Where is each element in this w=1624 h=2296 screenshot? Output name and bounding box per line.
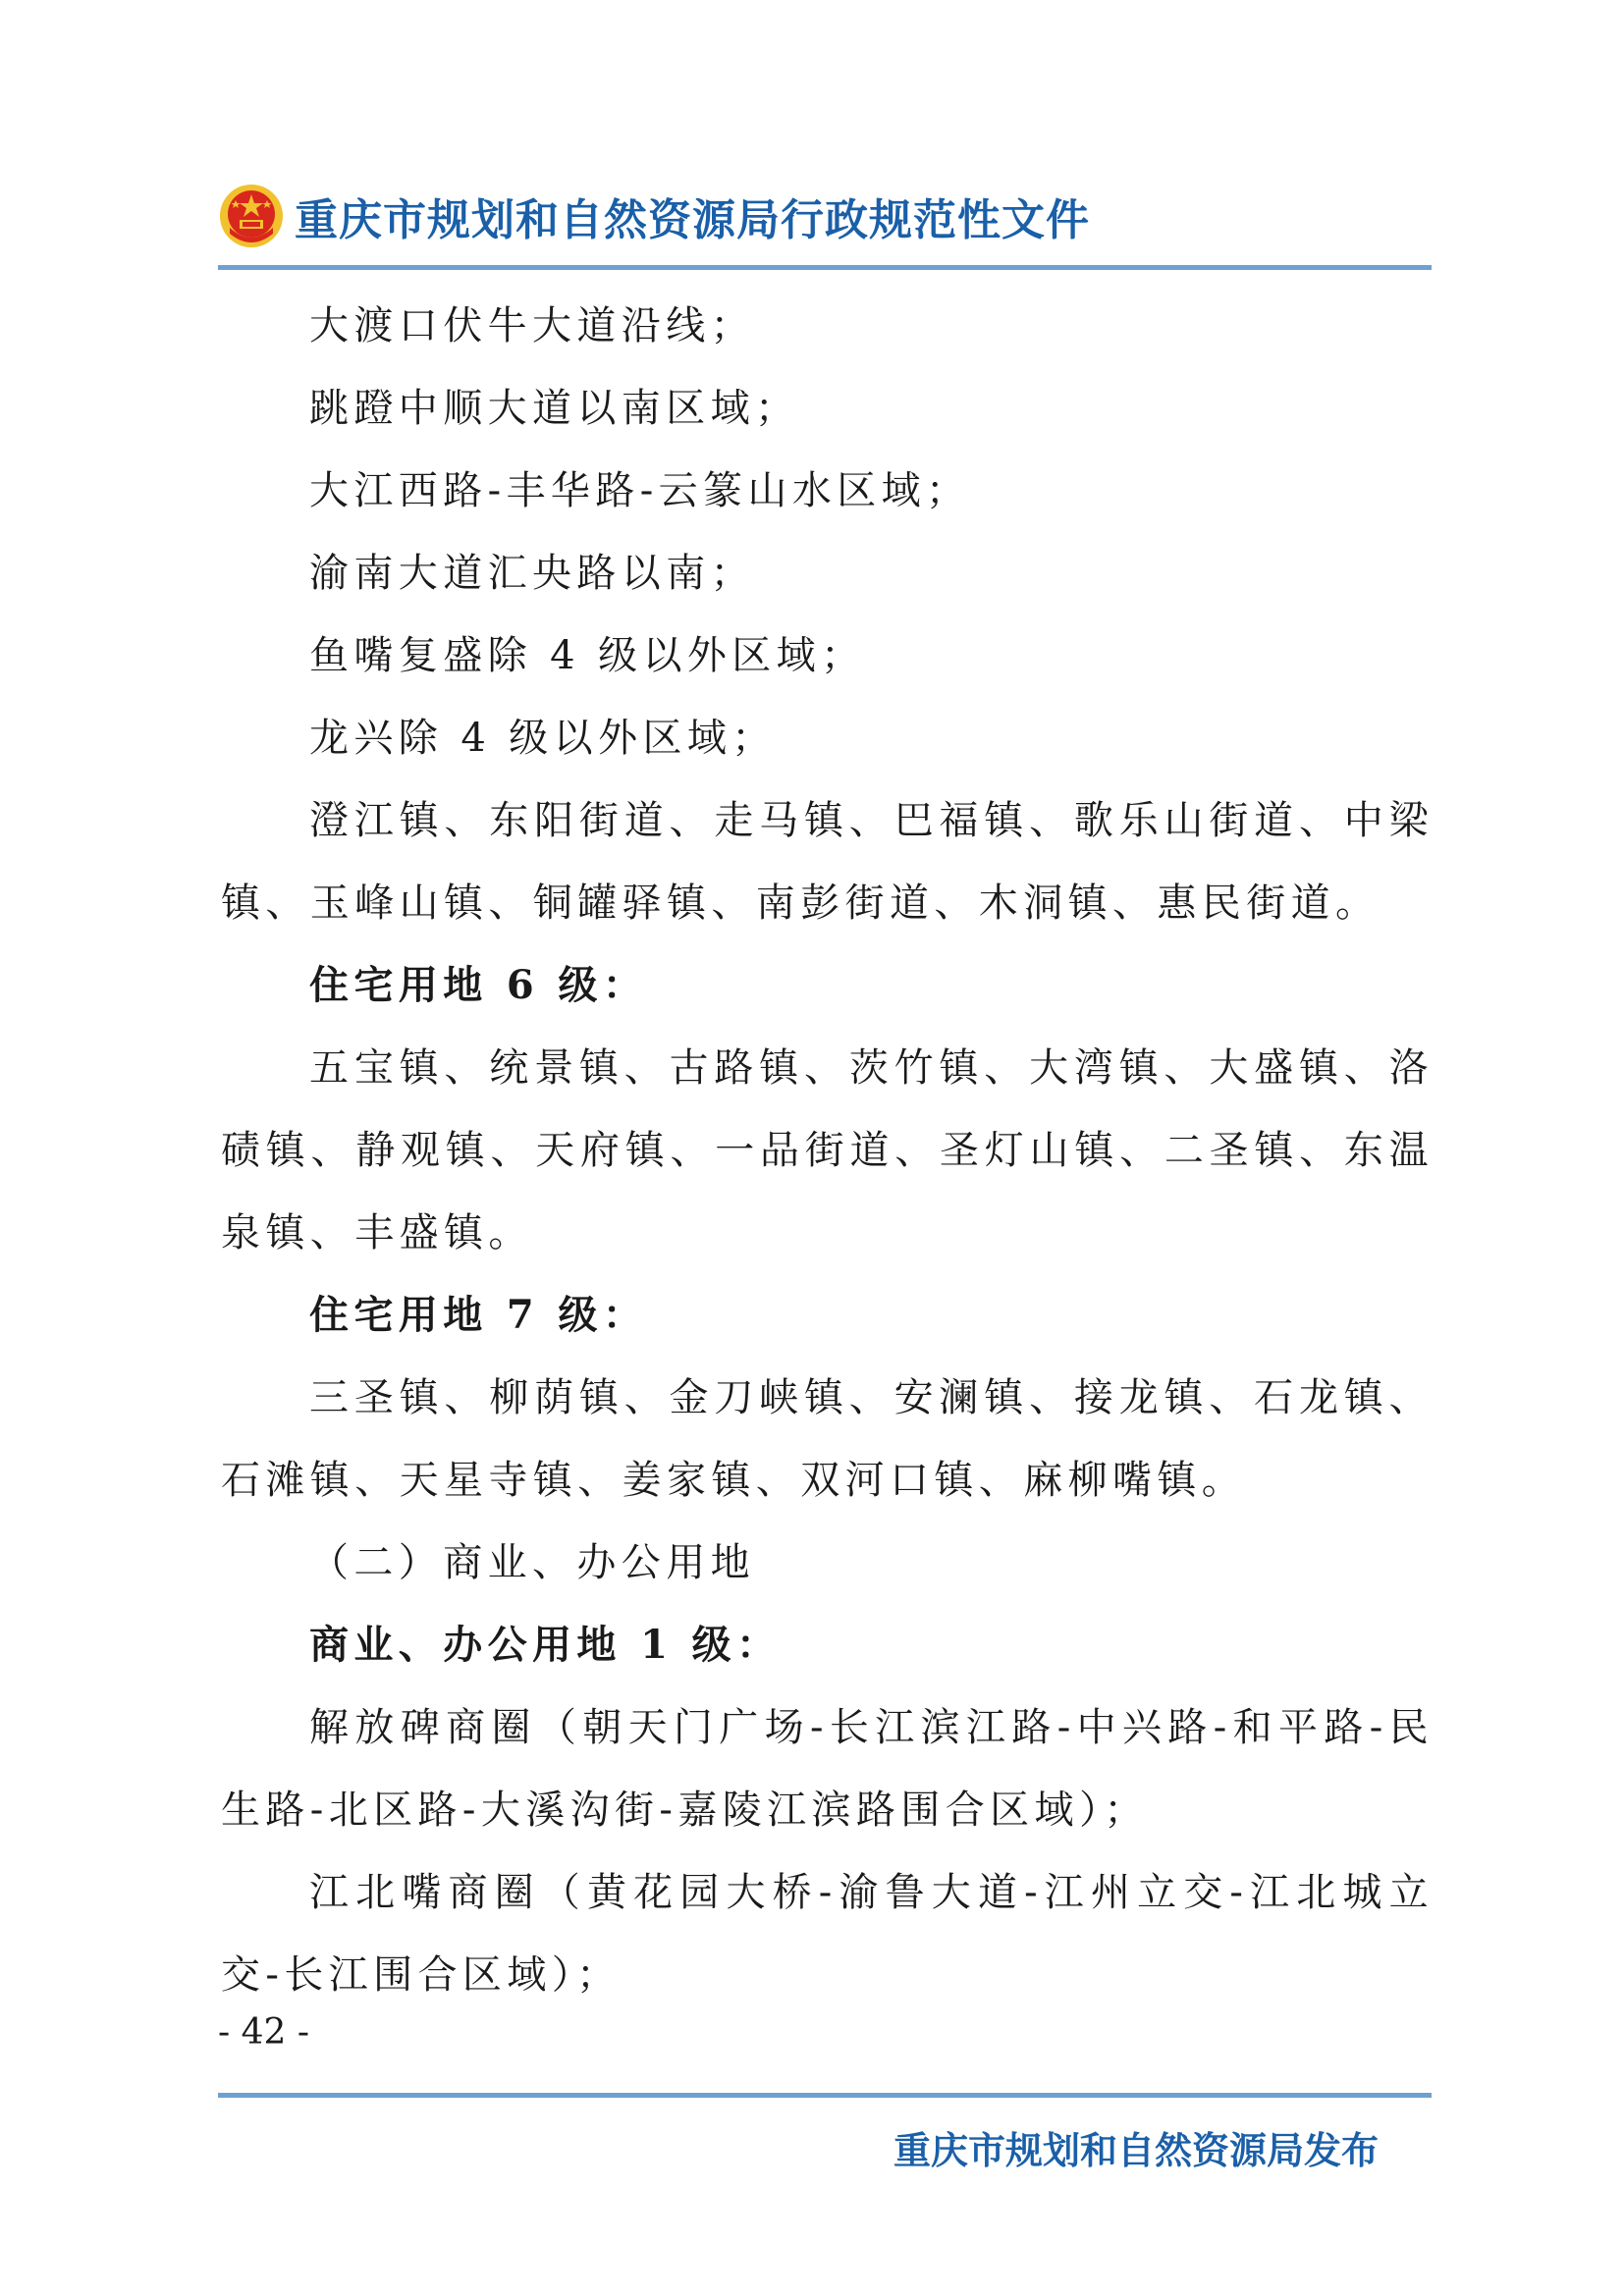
body-paragraph: 渝南大道汇央路以南；: [309, 551, 755, 596]
body-paragraph: 鱼嘴复盛除 4 级以外区域；: [309, 633, 866, 678]
page-number: - 42 -: [218, 2012, 310, 2053]
body-paragraph: 大江西路-丰华路-云篆山水区域；: [309, 468, 971, 513]
section-heading: 住宅用地 7 级：: [309, 1292, 648, 1338]
section-heading: 住宅用地 6 级：: [309, 962, 648, 1008]
body-paragraph: 五宝镇、统景镇、古路镇、茨竹镇、大湾镇、大盛镇、洛碛镇、静观镇、天府镇、一品街道、圣灯山镇、二圣镇、东温泉镇、丰盛镇。: [221, 1045, 1434, 1255]
body-paragraph: 跳蹬中顺大道以南区域；: [309, 386, 800, 431]
document-header-title: 重庆市规划和自然资源局行政规范性文件: [295, 195, 1090, 245]
body-paragraph: 解放碑商圈（朝天门广场-长江滨江路-中兴路-和平路-民生路-北区路-大溪沟街-嘉陵江滨路围合区域）；: [221, 1705, 1434, 1833]
footer-divider: [218, 2093, 1432, 2098]
document-header: [218, 177, 1090, 255]
subsection-title: （二）商业、办公用地: [309, 1540, 755, 1585]
section-heading: 商业、办公用地 1 级：: [309, 1622, 782, 1668]
body-paragraph: 龙兴除 4 级以外区域；: [309, 716, 777, 761]
national-emblem-icon: [218, 183, 285, 249]
header-divider: [218, 265, 1432, 270]
body-paragraph: 三圣镇、柳荫镇、金刀峡镇、安澜镇、接龙镇、石龙镇、石滩镇、天星寺镇、姜家镇、双河口镇、麻柳嘴镇。: [221, 1375, 1434, 1503]
document-body: [221, 285, 1434, 2016]
body-paragraph: 江北嘴商圈（黄花园大桥-渝鲁大道-江州立交-江北城立交-长江围合区域）；: [221, 1870, 1434, 1998]
body-paragraph: 大渡口伏牛大道沿线；: [309, 303, 755, 348]
body-paragraph: 澄江镇、东阳街道、走马镇、巴福镇、歌乐山街道、中梁镇、玉峰山镇、铜罐驿镇、南彭街道、木洞镇、惠民街道。: [221, 798, 1434, 926]
footer-publisher: 重庆市规划和自然资源局发布: [893, 2129, 1379, 2172]
